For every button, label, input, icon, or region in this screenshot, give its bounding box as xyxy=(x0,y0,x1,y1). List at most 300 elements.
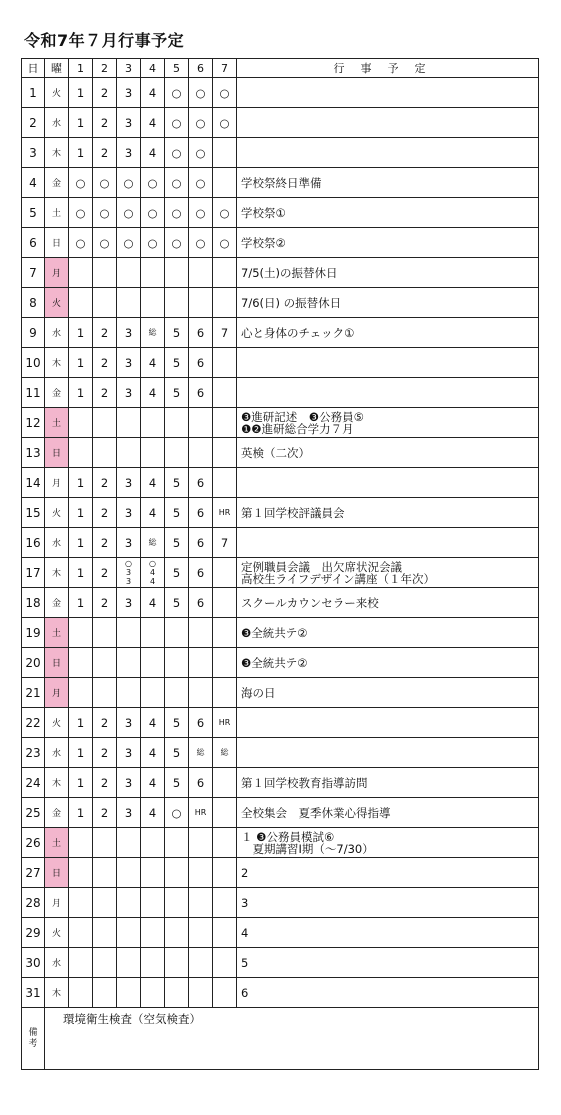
event-cell xyxy=(237,168,539,198)
period-4-cell: 総 xyxy=(141,318,165,348)
period-5-cell: ○ xyxy=(165,198,189,228)
event-line: 全校集会 夏季休業心得指導 xyxy=(241,805,391,820)
weekday-cell: 日 xyxy=(45,228,69,258)
event-cell xyxy=(237,138,539,168)
period-5-cell: 5 xyxy=(165,498,189,528)
period-1-cell: ○ xyxy=(69,228,93,258)
event-cell xyxy=(237,108,539,138)
event-line: 第１回学校評議員会 xyxy=(241,505,345,520)
header-period-7: 7 xyxy=(213,59,237,78)
period-5-cell: ○ xyxy=(165,108,189,138)
period-3-cell: 3 xyxy=(117,348,141,378)
period-7-cell xyxy=(213,558,237,588)
event-cell xyxy=(237,318,539,348)
period-2-cell xyxy=(93,918,117,948)
period-5-cell: 5 xyxy=(165,378,189,408)
period-2-cell: 2 xyxy=(93,348,117,378)
event-cell xyxy=(237,978,539,1008)
period-4-cell xyxy=(141,618,165,648)
day-cell: 24 xyxy=(22,768,45,798)
header-period-2: 2 xyxy=(93,59,117,78)
period-3-cell xyxy=(117,678,141,708)
weekday-cell: 水 xyxy=(45,738,69,768)
day-cell: 5 xyxy=(22,198,45,228)
period-6-cell xyxy=(189,888,213,918)
event-cell xyxy=(237,858,539,888)
table-row xyxy=(22,798,539,828)
period-5-cell: 5 xyxy=(165,768,189,798)
period-4-cell xyxy=(141,678,165,708)
period-1-cell xyxy=(69,978,93,1008)
period-3-cell: ○ 3 3 xyxy=(117,558,141,588)
period-3-cell xyxy=(117,948,141,978)
period-5-cell xyxy=(165,948,189,978)
period-3-cell: 3 xyxy=(117,798,141,828)
period-7-cell xyxy=(213,138,237,168)
period-2-cell xyxy=(93,408,117,438)
table-row xyxy=(22,588,539,618)
event-line: 4 xyxy=(241,925,249,940)
weekday-cell: 水 xyxy=(45,318,69,348)
period-3-cell: ○ xyxy=(117,168,141,198)
event-line: 3 xyxy=(241,895,249,910)
period-2-cell xyxy=(93,288,117,318)
period-7-cell xyxy=(213,618,237,648)
period-2-cell: 2 xyxy=(93,528,117,558)
period-3-cell xyxy=(117,888,141,918)
event-cell xyxy=(237,228,539,258)
table-row xyxy=(22,678,539,708)
event-cell xyxy=(237,588,539,618)
weekday-cell: 月 xyxy=(45,678,69,708)
table-row xyxy=(22,198,539,228)
period-3-cell xyxy=(117,828,141,858)
day-cell: 10 xyxy=(22,348,45,378)
day-cell: 1 xyxy=(22,78,45,108)
period-4-cell xyxy=(141,648,165,678)
period-4-cell: ○ 4 4 xyxy=(141,558,165,588)
period-5-cell xyxy=(165,678,189,708)
period-1-cell xyxy=(69,408,93,438)
day-cell: 13 xyxy=(22,438,45,468)
period-6-cell: ○ xyxy=(189,108,213,138)
period-7-cell: 7 xyxy=(213,318,237,348)
day-cell: 23 xyxy=(22,738,45,768)
period-5-cell: ○ xyxy=(165,138,189,168)
weekday-cell: 火 xyxy=(45,498,69,528)
period-1-cell: 1 xyxy=(69,138,93,168)
period-6-cell xyxy=(189,408,213,438)
period-4-cell xyxy=(141,408,165,438)
period-7-cell: ○ xyxy=(213,108,237,138)
period-2-cell xyxy=(93,858,117,888)
period-2-cell xyxy=(93,888,117,918)
period-7-cell xyxy=(213,288,237,318)
day-cell: 22 xyxy=(22,708,45,738)
day-cell: 4 xyxy=(22,168,45,198)
period-4-cell: 4 xyxy=(141,708,165,738)
period-1-cell xyxy=(69,438,93,468)
period-1-cell: 1 xyxy=(69,378,93,408)
period-5-cell xyxy=(165,288,189,318)
table-row xyxy=(22,498,539,528)
weekday-cell: 日 xyxy=(45,648,69,678)
table-row xyxy=(22,708,539,738)
table-row xyxy=(22,888,539,918)
period-7-cell: HR xyxy=(213,708,237,738)
period-1-cell xyxy=(69,258,93,288)
period-4-cell xyxy=(141,948,165,978)
page-title: 令和7年７月行事予定 xyxy=(24,31,185,50)
weekday-cell: 月 xyxy=(45,468,69,498)
table-row xyxy=(22,948,539,978)
weekday-cell: 金 xyxy=(45,378,69,408)
period-7-cell xyxy=(213,258,237,288)
period-6-cell: 6 xyxy=(189,318,213,348)
table-row xyxy=(22,618,539,648)
period-7-cell xyxy=(213,348,237,378)
period-1-cell xyxy=(69,888,93,918)
period-7-cell xyxy=(213,768,237,798)
period-7-cell: ○ xyxy=(213,228,237,258)
weekday-cell: 木 xyxy=(45,348,69,378)
period-6-cell xyxy=(189,648,213,678)
period-2-cell: 2 xyxy=(93,768,117,798)
period-3-cell xyxy=(117,258,141,288)
period-5-cell xyxy=(165,648,189,678)
notes-row xyxy=(22,1008,539,1070)
period-2-cell xyxy=(93,438,117,468)
table-row xyxy=(22,648,539,678)
period-6-cell: ○ xyxy=(189,228,213,258)
event-cell xyxy=(237,288,539,318)
header-period-5: 5 xyxy=(165,59,189,78)
period-6-cell xyxy=(189,288,213,318)
period-1-cell: ○ xyxy=(69,198,93,228)
day-cell: 17 xyxy=(22,558,45,588)
period-6-cell: 6 xyxy=(189,528,213,558)
event-line: 夏期講習Ⅰ期（～7/30） xyxy=(241,841,374,856)
period-2-cell: 2 xyxy=(93,798,117,828)
period-7-cell xyxy=(213,168,237,198)
event-cell xyxy=(237,738,539,768)
period-2-cell xyxy=(93,258,117,288)
period-2-cell xyxy=(93,948,117,978)
period-2-cell: 2 xyxy=(93,708,117,738)
period-3-cell: 3 xyxy=(117,378,141,408)
period-7-cell: ○ xyxy=(213,198,237,228)
event-cell xyxy=(237,948,539,978)
event-line: 5 xyxy=(241,955,249,970)
period-4-cell: 4 xyxy=(141,498,165,528)
table-row xyxy=(22,318,539,348)
period-5-cell: 5 xyxy=(165,468,189,498)
period-7-cell xyxy=(213,468,237,498)
day-cell: 27 xyxy=(22,858,45,888)
period-3-cell: 3 xyxy=(117,318,141,348)
period-5-cell: 5 xyxy=(165,558,189,588)
period-3-cell: 3 xyxy=(117,108,141,138)
event-cell xyxy=(237,798,539,828)
event-line: 7/5(土)の振替休日 xyxy=(241,265,338,280)
period-1-cell: 1 xyxy=(69,558,93,588)
day-cell: 14 xyxy=(22,468,45,498)
table-row xyxy=(22,558,539,588)
table-row xyxy=(22,258,539,288)
event-cell xyxy=(237,918,539,948)
period-6-cell: 6 xyxy=(189,378,213,408)
day-cell: 31 xyxy=(22,978,45,1008)
event-cell xyxy=(237,768,539,798)
period-7-cell xyxy=(213,978,237,1008)
day-cell: 28 xyxy=(22,888,45,918)
event-line: ❸進研記述 ❸公務員⑤ xyxy=(241,409,364,424)
period-4-cell xyxy=(141,888,165,918)
event-cell xyxy=(237,258,539,288)
day-cell: 25 xyxy=(22,798,45,828)
period-7-cell: 7 xyxy=(213,528,237,558)
period-4-cell xyxy=(141,438,165,468)
header-period-3: 3 xyxy=(117,59,141,78)
event-cell xyxy=(237,708,539,738)
event-line: 6 xyxy=(241,985,249,1000)
period-4-cell: 総 xyxy=(141,528,165,558)
period-3-cell xyxy=(117,648,141,678)
period-5-cell xyxy=(165,918,189,948)
period-4-cell: 4 xyxy=(141,108,165,138)
period-7-cell xyxy=(213,588,237,618)
day-cell: 3 xyxy=(22,138,45,168)
period-7-cell xyxy=(213,438,237,468)
period-5-cell xyxy=(165,408,189,438)
weekday-cell: 日 xyxy=(45,858,69,888)
header-day: 日 xyxy=(22,59,45,78)
period-5-cell: ○ xyxy=(165,78,189,108)
event-line: 学校祭終日準備 xyxy=(241,175,322,190)
period-2-cell: ○ xyxy=(93,198,117,228)
period-6-cell xyxy=(189,948,213,978)
table-row xyxy=(22,738,539,768)
period-6-cell: 6 xyxy=(189,348,213,378)
day-cell: 6 xyxy=(22,228,45,258)
weekday-cell: 土 xyxy=(45,198,69,228)
period-3-cell xyxy=(117,858,141,888)
period-3-cell xyxy=(117,618,141,648)
event-line: １ ❸公務員模試⑥ xyxy=(241,829,335,844)
period-2-cell xyxy=(93,648,117,678)
period-2-cell: 2 xyxy=(93,138,117,168)
table-row xyxy=(22,858,539,888)
period-6-cell: 6 xyxy=(189,558,213,588)
period-2-cell: 2 xyxy=(93,738,117,768)
table-row xyxy=(22,768,539,798)
table-row xyxy=(22,528,539,558)
period-1-cell: 1 xyxy=(69,798,93,828)
header-event: 行事予定 xyxy=(237,59,539,78)
period-5-cell: 5 xyxy=(165,588,189,618)
period-4-cell: 4 xyxy=(141,798,165,828)
event-line: 学校祭② xyxy=(241,235,286,250)
period-7-cell xyxy=(213,858,237,888)
event-line: 7/6(日) の振替休日 xyxy=(241,295,342,310)
period-4-cell: ○ xyxy=(141,198,165,228)
day-cell: 29 xyxy=(22,918,45,948)
event-cell xyxy=(237,468,539,498)
period-7-cell xyxy=(213,408,237,438)
table-row xyxy=(22,288,539,318)
period-1-cell: 1 xyxy=(69,768,93,798)
period-5-cell: ○ xyxy=(165,168,189,198)
period-5-cell: 5 xyxy=(165,738,189,768)
period-5-cell xyxy=(165,828,189,858)
day-cell: 7 xyxy=(22,258,45,288)
period-1-cell: 1 xyxy=(69,708,93,738)
weekday-cell: 水 xyxy=(45,528,69,558)
weekday-cell: 金 xyxy=(45,588,69,618)
period-1-cell xyxy=(69,288,93,318)
event-cell xyxy=(237,348,539,378)
period-4-cell: 4 xyxy=(141,738,165,768)
header-period-6: 6 xyxy=(189,59,213,78)
event-cell xyxy=(237,678,539,708)
event-line: 心と身体のチェック① xyxy=(241,325,355,340)
weekday-cell: 火 xyxy=(45,78,69,108)
period-7-cell: 総 xyxy=(213,738,237,768)
period-4-cell xyxy=(141,858,165,888)
event-line: ❶❷進研総合学力７月 xyxy=(241,421,354,436)
event-cell xyxy=(237,438,539,468)
weekday-cell: 木 xyxy=(45,138,69,168)
header-period-4: 4 xyxy=(141,59,165,78)
period-2-cell xyxy=(93,618,117,648)
event-cell xyxy=(237,198,539,228)
day-cell: 11 xyxy=(22,378,45,408)
period-1-cell: 1 xyxy=(69,528,93,558)
table-row xyxy=(22,828,539,858)
period-5-cell: ○ xyxy=(165,798,189,828)
period-3-cell xyxy=(117,978,141,1008)
table-row xyxy=(22,978,539,1008)
day-cell: 21 xyxy=(22,678,45,708)
header-dow: 曜 xyxy=(45,59,69,78)
period-7-cell xyxy=(213,918,237,948)
period-2-cell: 2 xyxy=(93,318,117,348)
period-3-cell: 3 xyxy=(117,498,141,528)
period-3-cell: ○ xyxy=(117,228,141,258)
day-cell: 18 xyxy=(22,588,45,618)
weekday-cell: 土 xyxy=(45,408,69,438)
weekday-cell: 土 xyxy=(45,828,69,858)
period-3-cell xyxy=(117,918,141,948)
table-row xyxy=(22,78,539,108)
period-4-cell: 4 xyxy=(141,768,165,798)
period-6-cell: 6 xyxy=(189,708,213,738)
period-6-cell: ○ xyxy=(189,168,213,198)
period-6-cell xyxy=(189,828,213,858)
period-3-cell xyxy=(117,408,141,438)
period-6-cell: 6 xyxy=(189,468,213,498)
table-row xyxy=(22,168,539,198)
period-6-cell xyxy=(189,258,213,288)
weekday-cell: 月 xyxy=(45,258,69,288)
event-line: 学校祭① xyxy=(241,205,286,220)
period-1-cell xyxy=(69,828,93,858)
event-line: スクールカウンセラー来校 xyxy=(241,595,379,610)
header-period-1: 1 xyxy=(69,59,93,78)
period-2-cell: 2 xyxy=(93,78,117,108)
period-5-cell xyxy=(165,978,189,1008)
day-cell: 19 xyxy=(22,618,45,648)
period-7-cell xyxy=(213,648,237,678)
day-cell: 12 xyxy=(22,408,45,438)
table-row xyxy=(22,138,539,168)
event-line: 第１回学校教育指導訪問 xyxy=(241,775,368,790)
period-6-cell: 6 xyxy=(189,498,213,528)
period-3-cell: 3 xyxy=(117,708,141,738)
schedule-table xyxy=(21,58,539,1070)
period-2-cell xyxy=(93,678,117,708)
period-1-cell: 1 xyxy=(69,588,93,618)
period-3-cell: 3 xyxy=(117,738,141,768)
period-5-cell xyxy=(165,858,189,888)
period-7-cell: HR xyxy=(213,498,237,528)
period-3-cell: 3 xyxy=(117,468,141,498)
event-cell xyxy=(237,888,539,918)
weekday-cell: 火 xyxy=(45,918,69,948)
weekday-cell: 金 xyxy=(45,168,69,198)
period-4-cell: 4 xyxy=(141,378,165,408)
period-4-cell xyxy=(141,828,165,858)
weekday-cell: 火 xyxy=(45,288,69,318)
day-cell: 26 xyxy=(22,828,45,858)
period-2-cell: 2 xyxy=(93,108,117,138)
period-3-cell: ○ xyxy=(117,198,141,228)
weekday-cell: 木 xyxy=(45,558,69,588)
period-2-cell: 2 xyxy=(93,588,117,618)
period-1-cell xyxy=(69,678,93,708)
period-3-cell: 3 xyxy=(117,588,141,618)
weekday-cell: 金 xyxy=(45,798,69,828)
table-row xyxy=(22,468,539,498)
day-cell: 8 xyxy=(22,288,45,318)
period-6-cell xyxy=(189,438,213,468)
period-3-cell: 3 xyxy=(117,78,141,108)
period-6-cell xyxy=(189,618,213,648)
event-line: 海の日 xyxy=(241,685,276,700)
event-line: 高校生ライフデザイン講座（１年次） xyxy=(241,571,436,586)
period-1-cell xyxy=(69,858,93,888)
weekday-cell: 日 xyxy=(45,438,69,468)
notes-text: 環境衛生検査（空気検査） xyxy=(45,1008,539,1070)
period-1-cell: 1 xyxy=(69,108,93,138)
period-5-cell: 5 xyxy=(165,318,189,348)
weekday-cell: 月 xyxy=(45,888,69,918)
period-4-cell: ○ xyxy=(141,168,165,198)
notes-label-text: 備考 xyxy=(28,1027,38,1049)
table-row xyxy=(22,108,539,138)
period-2-cell xyxy=(93,828,117,858)
event-cell xyxy=(237,618,539,648)
period-3-cell xyxy=(117,288,141,318)
period-5-cell xyxy=(165,618,189,648)
weekday-cell: 水 xyxy=(45,108,69,138)
period-4-cell xyxy=(141,258,165,288)
day-cell: 16 xyxy=(22,528,45,558)
period-5-cell xyxy=(165,258,189,288)
period-4-cell xyxy=(141,978,165,1008)
period-1-cell xyxy=(69,648,93,678)
period-6-cell: 6 xyxy=(189,768,213,798)
